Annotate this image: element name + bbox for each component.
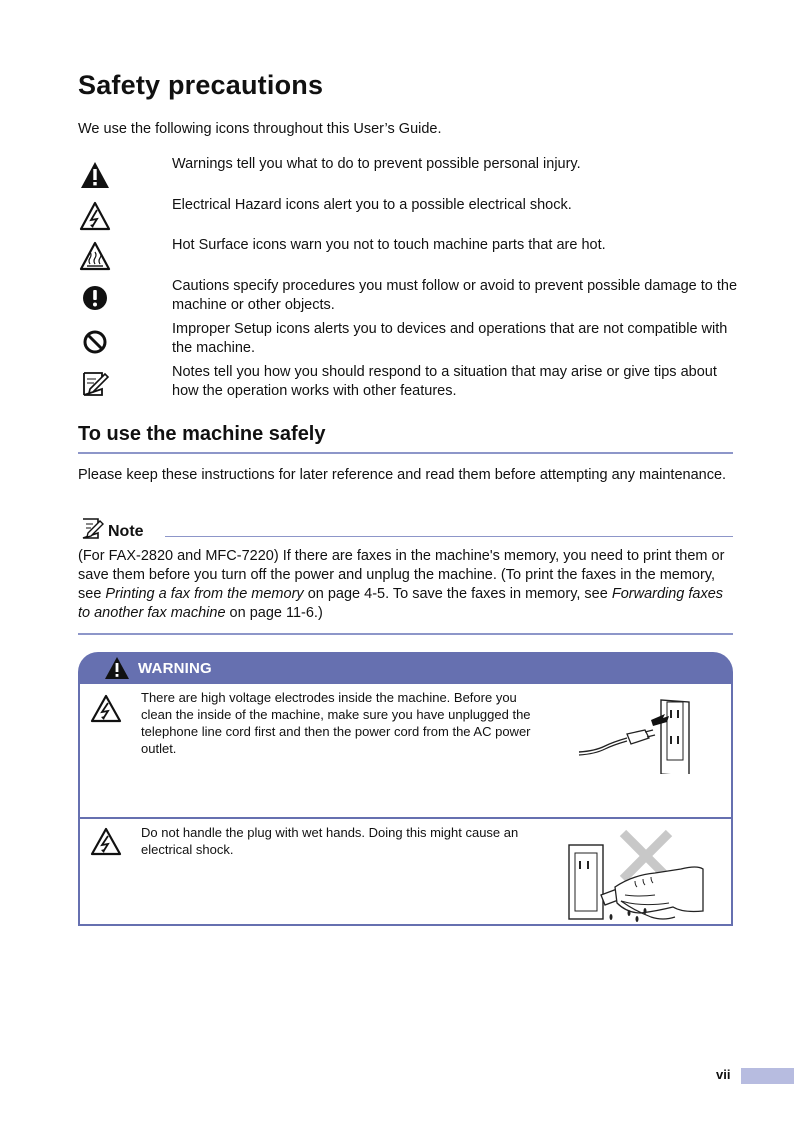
caution-icon [78,281,112,313]
note-rule [165,536,733,537]
icon-legend-text: Hot Surface icons warn you not to touch machine parts that are hot. [172,237,606,253]
section-title: To use the machine safely [78,423,326,445]
note-reference-link: Forwarding faxes to another fax machine [78,586,724,621]
warning-icon [78,159,112,191]
icon-legend-text: Electrical Hazard icons alert you to a possible electrical shock. [172,197,572,213]
page-title: Safety precautions [78,70,324,100]
section-divider [78,452,733,454]
warning-text: There are high voltage electrodes inside the machine. Before you clean the inside of the machine, make sure you have unplugged the telephone line cord first and then the power cord from the AC power outlet. [141,690,531,756]
icon-legend-warning [78,155,738,195]
warning-body [78,684,733,926]
icon-legend-text: Warnings tell you what to do to prevent possible personal injury. [172,156,581,172]
note-text: on page 11-6.) [225,605,323,621]
warning-text: Do not handle the plug with wet hands. Doing this might cause an electrical shock. [141,825,519,857]
improper-setup-icon [78,324,112,356]
warning-item [80,684,731,817]
electrical-hazard-icon [89,827,123,857]
note-end-rule [78,633,733,635]
warning-label: WARNING [138,660,212,677]
icon-legend-text: Notes tell you how you should respond to a situation that may arise or give tips about how the operation works with other features. [172,364,717,399]
note-icon [80,516,106,540]
intro-text: We use the following icons throughout this User’s Guide. [78,121,442,137]
page-number: vii [716,1067,731,1082]
electrical-hazard-icon [89,694,123,724]
warning-box [78,652,733,926]
note-text: on page 4-5. To save the faxes in memory, see [303,586,612,602]
icon-legend-caution [78,277,738,317]
icon-legend-text: Improper Setup icons alerts you to devices and operations that are not compatible with the machine. [172,321,728,356]
warning-item [80,819,731,924]
note-label: Note [108,523,144,540]
icon-legend-hot-surface [78,236,738,276]
wet-hand-illustration [565,827,705,923]
note-body [78,547,738,623]
note-reference-link: Printing a fax from the memory [105,586,304,602]
page-tab-marker [741,1068,794,1084]
icon-legend-text: Cautions specify procedures you must follow or avoid to prevent possible damage to the machine or other objects. [172,278,738,313]
icon-legend-note [78,363,738,403]
hot-surface-icon [78,240,112,272]
warning-icon [104,656,130,680]
section-paragraph: Please keep these instructions for later reference and read them before attempting any maintenance. [78,467,727,483]
note-icon [78,367,112,399]
electrical-hazard-icon [78,200,112,232]
unplug-illustration [575,690,699,774]
note-header [78,516,733,542]
warning-header [78,652,733,684]
note-text: (For FAX-2820 and MFC-7220) If there are faxes in the machine's memory, you need to print them or save them before you turn off the power and unplug the machine. (To print the faxes in the memory, see [78,548,725,602]
icon-legend-electrical [78,196,738,236]
icon-legend-improper-setup [78,320,738,360]
